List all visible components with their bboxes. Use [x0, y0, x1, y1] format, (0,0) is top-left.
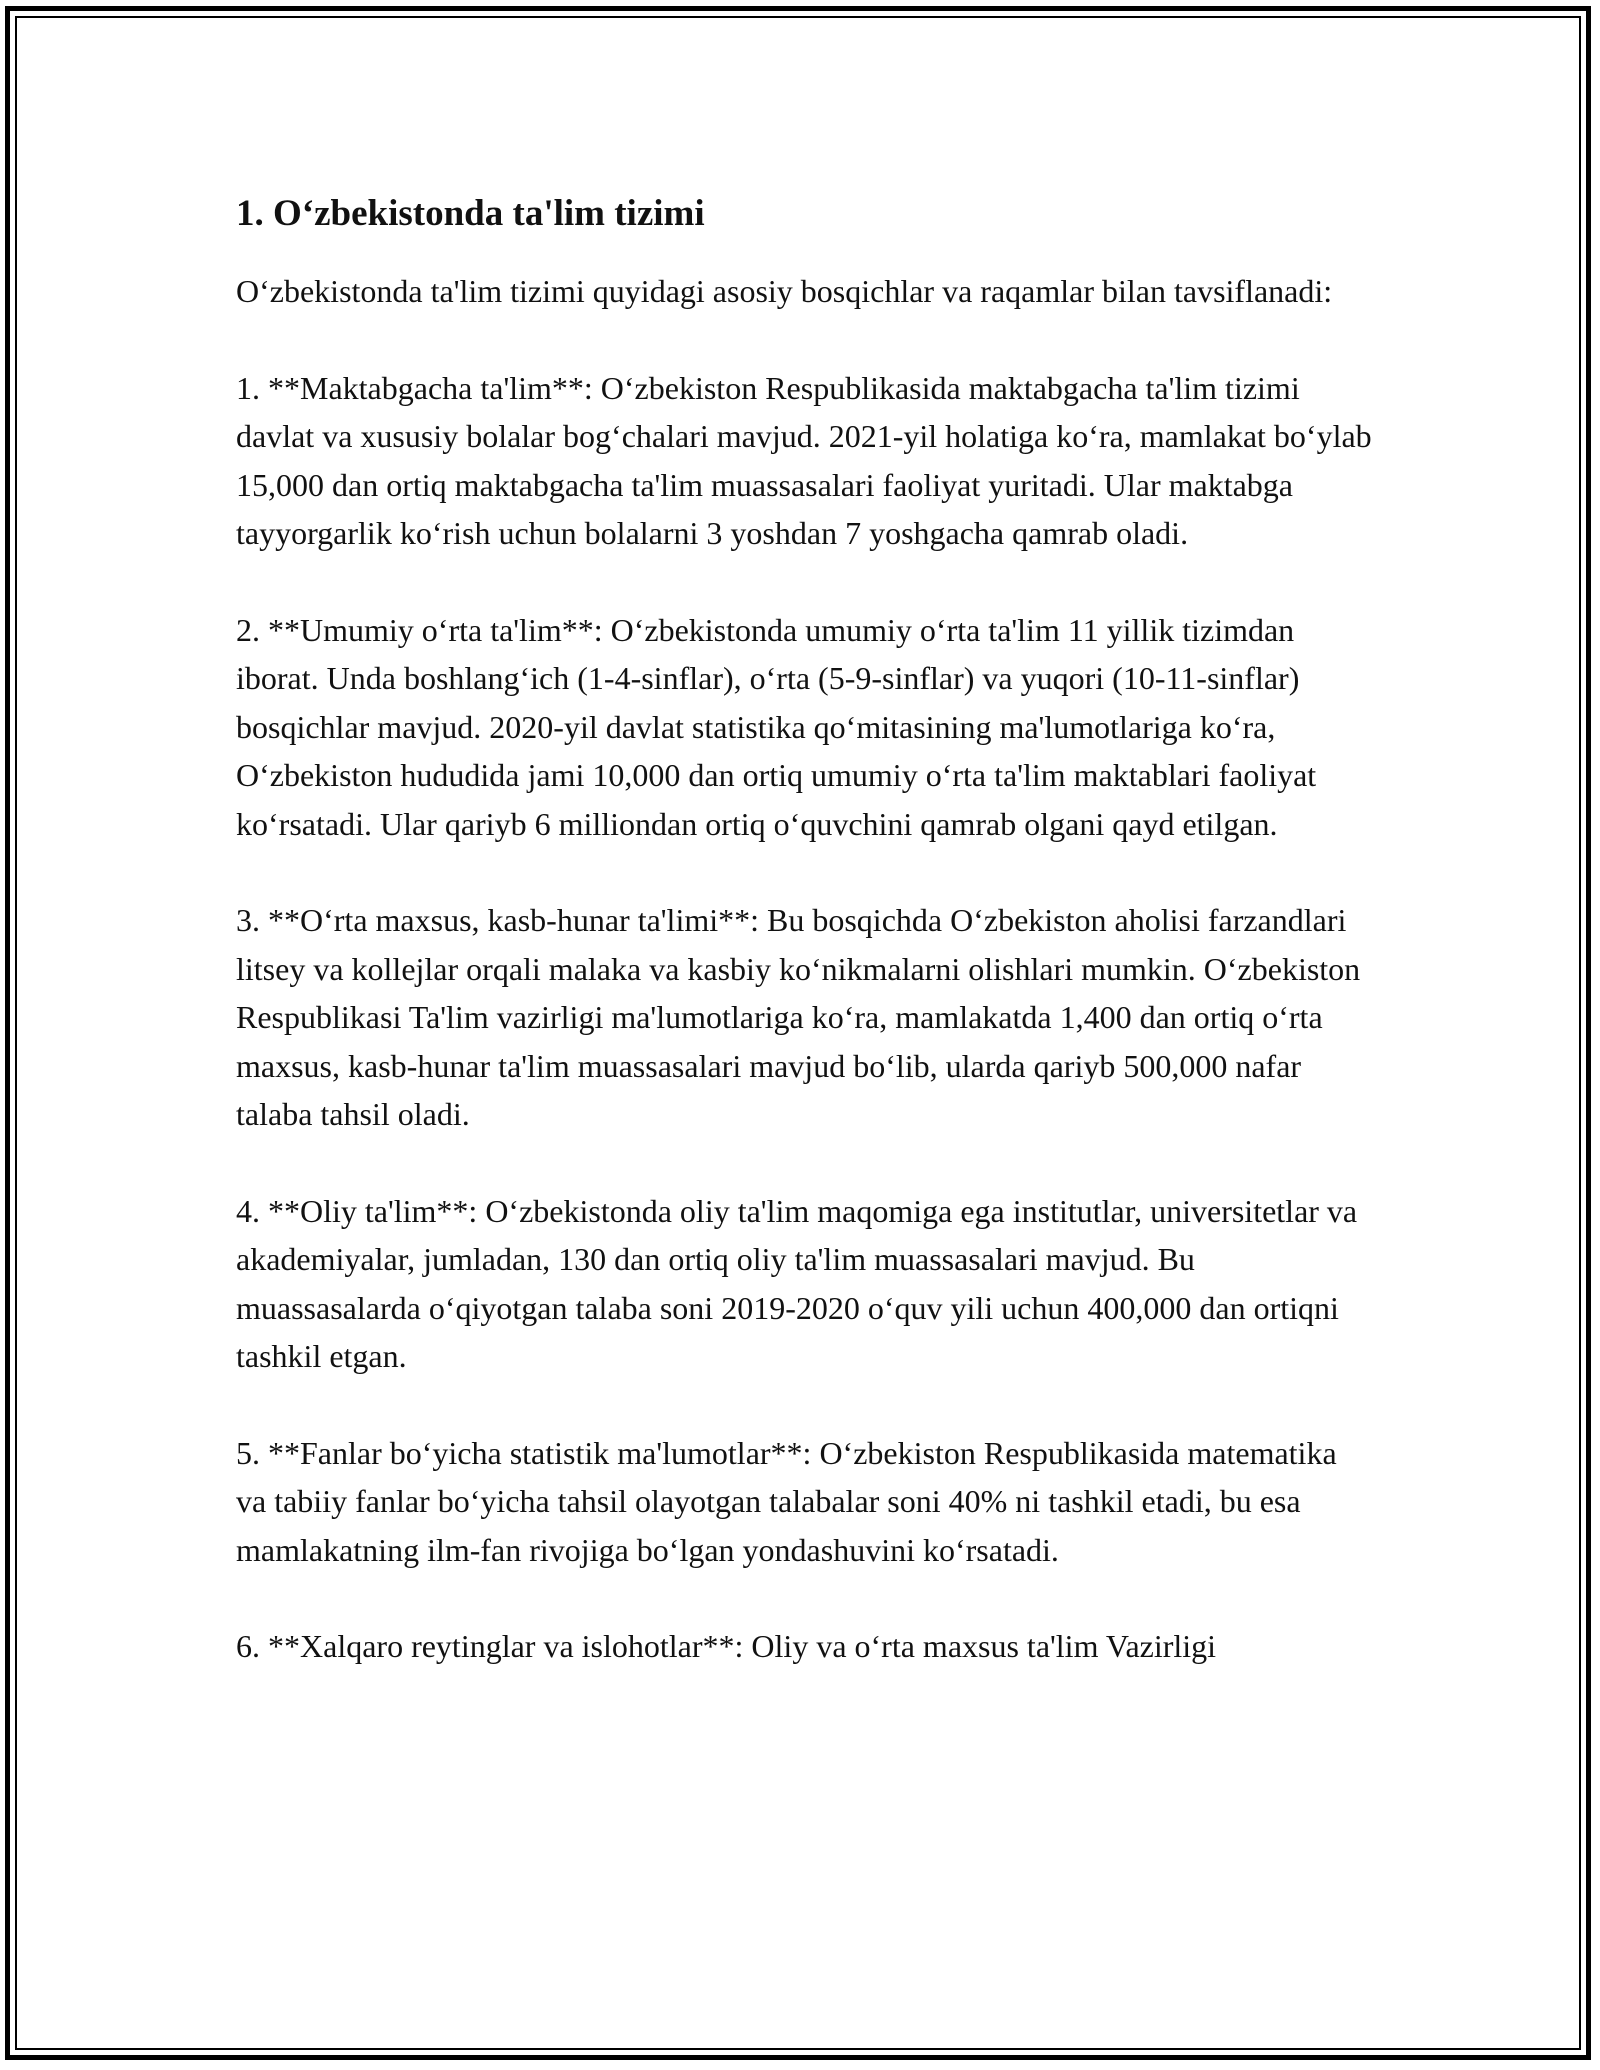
paragraph-vocational-education: 3. **O‘rta maxsus, kasb-hunar ta'limi**: Bu bosqichda O‘zbekiston aholisi farzandlari litsey va kollejlar orqali malaka va kasbiy ko‘nikmalarni olishlari mumkin. O‘zbekiston Respublikasi Ta'lim vazirligi ma'lumotlariga ko‘ra, mamlakatda 1,400 dan ortiq o‘rta maxsus, kasb-hunar ta'lim muassasalari mavjud bo‘lib, ularda qariyb 500,000 nafar talaba tahsil oladi. [236, 902, 1361, 1132]
paragraph-preschool-education: 1. **Maktabgacha ta'lim**: O‘zbekiston Respublikasida maktabgacha ta'lim tizimi davlat va xususiy bolalar bog‘chalari mavjud. 2021-yil holatiga ko‘ra, mamlakat bo‘ylab 15,000 dan ortiq maktabgacha ta'lim muassasalari faoliyat yuritadi. Ular maktabga tayyorgarlik ko‘rish uchun bolalarni 3 yoshdan 7 yoshgacha qamrab oladi. [236, 369, 1372, 551]
paragraph-international-rankings: 6. **Xalqaro reytinglar va islohotlar**: Oliy va o‘rta maxsus ta'lim Vazirligi [236, 1628, 1217, 1664]
section-title: 1. O‘zbekistonda ta'lim tizimi [236, 193, 705, 234]
paragraph-higher-education: 4. **Oliy ta'lim**: O‘zbekistonda oliy ta'lim maqomiga ega institutlar, universitetlar va akademiyalar, jumladan, 130 dan ortiq oliy ta'lim muassasalari mavjud. Bu muassasalarda o‘qiyotgan talaba soni 2019-2020 o‘quv yili uchun 400,000 dan ortiqni tashkil etgan. [236, 1192, 1358, 1374]
intro-paragraph: O‘zbekistonda ta'lim tizimi quyidagi asosiy bosqichlar va raqamlar bilan tavsiflanadi: [236, 273, 1333, 309]
paragraph-science-statistics: 5. **Fanlar bo‘yicha statistik ma'lumotlar**: O‘zbekiston Respublikasida matematika va tabiiy fanlar bo‘yicha tahsil olayotgan talabalar soni 40% ni tashkil etadi, bu esa mamlakatning ilm-fan rivojiga bo‘lgan yondashuvini ko‘rsatadi. [236, 1434, 1337, 1568]
paragraph-general-secondary-education: 2. **Umumiy o‘rta ta'lim**: O‘zbekistonda umumiy o‘rta ta'lim 11 yillik tizimdan iborat. Unda boshlang‘ich (1-4-sinflar), o‘rta (5-9-sinflar) va yuqori (10-11-sinflar) bosqichlar mavjud. 2020-yil davlat statistika qo‘mitasining ma'lumotlariga ko‘ra, O‘zbekiston hududida jami 10,000 dan ortiq umumiy o‘rta ta'lim maktablari faoliyat ko‘rsatadi. Ular qariyb 6 milliondan ortiq o‘quvchini qamrab olgani qayd etilgan. [236, 611, 1317, 842]
document-body [236, 186, 1372, 1719]
